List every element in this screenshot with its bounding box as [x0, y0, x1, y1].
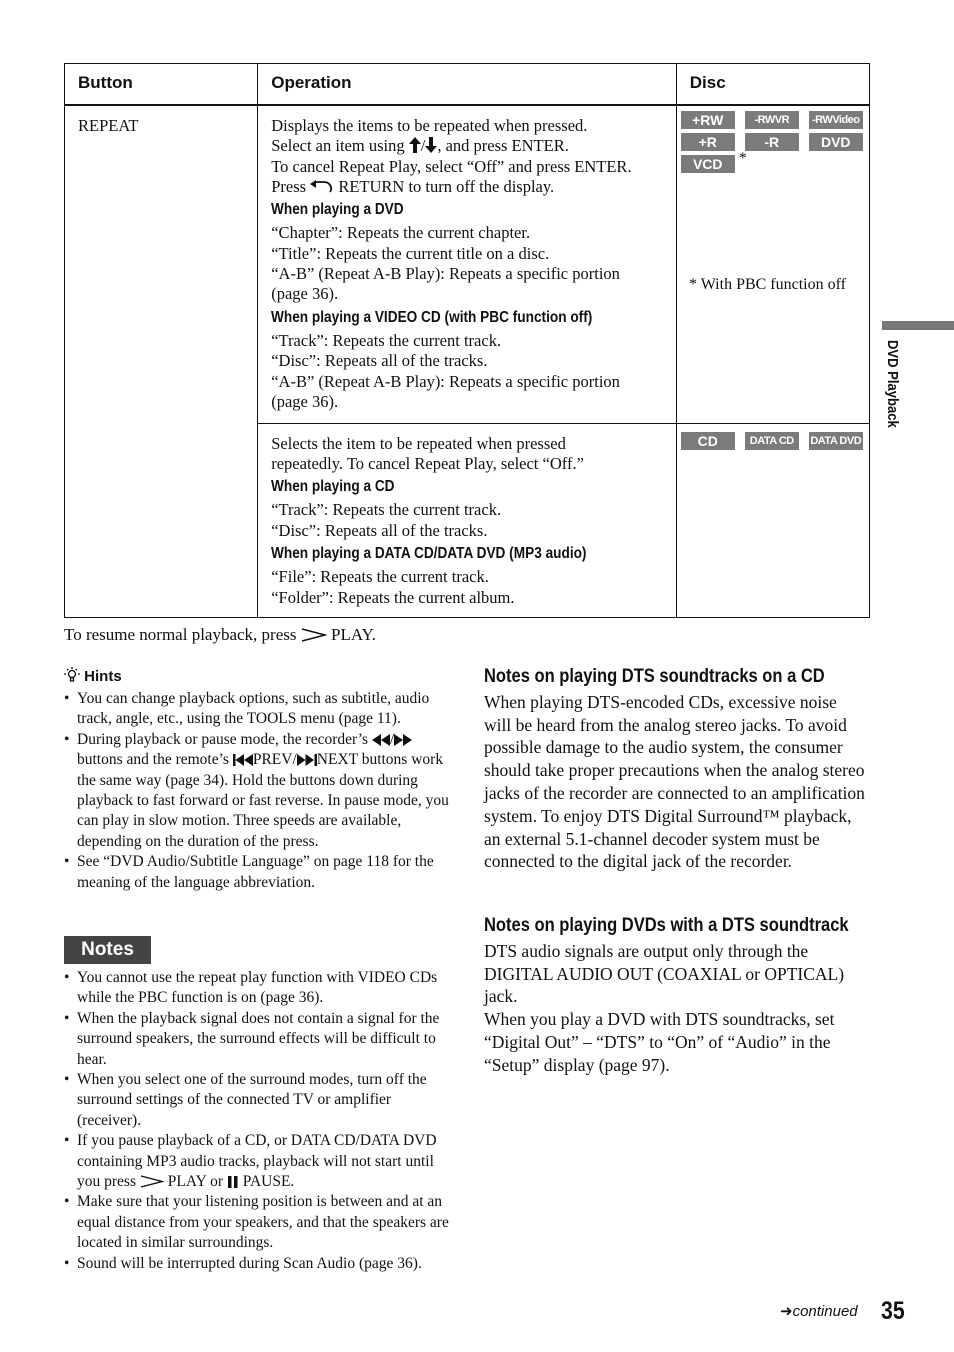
return-icon [310, 180, 334, 194]
notes-heading: Notes [64, 936, 151, 964]
op-line: To cancel Repeat Play, select “Off” and press ENTER. [271, 156, 632, 176]
hint-item: • During playback or pause mode, the recorder’s / buttons and the remote’s PREV/ NEXT buttons work the same way (page 34). Hold the buttons down during playback to fast forward or fast reverse. In pause mode, you can play in slow motion. Three speeds are available, depending on the duration of the press. [64, 730, 449, 852]
disc-badge: DATA DVD [809, 432, 863, 450]
section-tab-bar [882, 321, 954, 330]
disc-badge: VCD [681, 155, 735, 173]
operation-cell [258, 423, 677, 617]
resume-line: To resume normal playback, press PLAY. [64, 625, 376, 644]
cd-item: “Track”: Repeats the current track. [271, 500, 502, 520]
section-side-label: DVD Playback [884, 340, 900, 428]
dts-dvd-heading: Notes on playing DVDs with a DTS soundtrack [484, 915, 849, 936]
lightbulb-icon [64, 667, 80, 683]
col-header-operation: Operation [258, 64, 677, 106]
notes-list [64, 968, 449, 1274]
data-item: “Folder”: Repeats the current album. [271, 587, 515, 607]
button-cell [65, 105, 258, 617]
op-line: repeatedly. To cancel Repeat Play, select “Off.” [271, 453, 584, 473]
disc-badge: -RWVR [745, 111, 799, 129]
disc-cell [676, 105, 869, 423]
vcd-item: (page 36). [271, 391, 339, 411]
table-header-row [65, 64, 870, 106]
dts-dvd-body-2: When you play a DVD with DTS soundtracks, set “Digital Out” – “DTS” to “On” of “Audio” in the “Setup” display (page 97). [484, 1009, 835, 1075]
prev-icon [233, 754, 253, 766]
continued-label: ➜continued [780, 1303, 858, 1320]
note-item: • When the playback signal does not contain a signal for the surround speakers, the surround effects will be difficult to hear. [64, 1009, 449, 1070]
disc-badge: +RW [681, 111, 735, 129]
dts-dvd-body-1: DTS audio signals are output only through the DIGITAL AUDIO OUT (COAXIAL or OPTICAL) jack. [484, 940, 845, 1007]
pause-icon [227, 1176, 239, 1188]
op-line: Displays the items to be repeated when pressed. [271, 116, 588, 135]
note-item: • If you pause playback of a CD, or DATA CD/DATA DVD containing MP3 audio tracks, playback will not start until you press PLAY or PAUSE. [64, 1131, 449, 1192]
rewind-icon [372, 734, 390, 746]
dvd-item: “Title”: Repeats the current title on a disc. [271, 243, 550, 263]
note-item: • You cannot use the repeat play function with VIDEO CDs while the PBC function is on (page 36). [64, 968, 449, 1009]
operation-cell [258, 105, 677, 423]
dts-cd-body: When playing DTS-encoded CDs, excessive noise will be heard from the analog stereo jacks. To avoid possible damage to the audio system, the consumer should take proper precautions when the analog stereo jacks of the recorder are connected to an amplification system. To enjoy DTS Digital Surround™ playback, an external 5.1-channel decoder system must be connected to the digital jack of the recorder. [484, 691, 865, 872]
dvd-subheading: When playing a DVD [271, 201, 404, 219]
play-icon [140, 1175, 164, 1188]
next-icon [297, 754, 317, 766]
note-item: • When you select one of the surround modes, turn off the surround settings of the connected TV or amplifier (receiver). [64, 1070, 449, 1131]
data-item: “File”: Repeats the current track. [271, 567, 489, 587]
disc-badge: DVD [809, 133, 863, 151]
col-header-button: Button [65, 64, 258, 106]
vcd-item: “A-B” (Repeat A-B Play): Repeats a specific portion [271, 371, 620, 391]
vcd-subheading: When playing a VIDEO CD (with PBC function off) [271, 308, 593, 326]
note-item: • Sound will be interrupted during Scan Audio (page 36). [64, 1254, 449, 1274]
hints-list [64, 689, 449, 893]
dvd-item: (page 36). [271, 284, 339, 304]
button-name: REPEAT [78, 116, 139, 135]
cd-item: “Disc”: Repeats all of the tracks. [271, 520, 488, 540]
pbc-footnote: * With PBC function off [689, 276, 846, 293]
vcd-item: “Disc”: Repeats all of the tracks. [271, 351, 488, 371]
hint-item: • See “DVD Audio/Subtitle Language” on page 118 for the meaning of the language abbreviation. [64, 852, 449, 893]
data-subheading: When playing a DATA CD/DATA DVD (MP3 audio) [271, 544, 587, 562]
arrow-up-icon [409, 137, 421, 153]
table-row [65, 105, 870, 423]
op-line: Press RETURN to turn off the display. [271, 176, 555, 196]
asterisk: * [738, 150, 747, 167]
dvd-item: “A-B” (Repeat A-B Play): Repeats a specific portion [271, 264, 620, 284]
play-icon [301, 628, 327, 642]
hint-item: • You can change playback options, such as subtitle, audio track, angle, etc., using the TOOLS menu (page 11). [64, 689, 449, 730]
dts-cd-section [484, 666, 868, 873]
dts-dvd-section [484, 915, 868, 1077]
disc-cell [676, 423, 869, 617]
repeat-table [64, 63, 870, 618]
disc-badge: DATA CD [745, 432, 799, 450]
cd-subheading: When playing a CD [271, 478, 395, 496]
dts-cd-heading: Notes on playing DTS soundtracks on a CD [484, 666, 825, 687]
note-item: • Make sure that your listening position is between and at an equal distance from your speakers, and that the speakers are located in similar surroundings. [64, 1192, 449, 1253]
arrow-right-icon: ➜ [780, 1303, 793, 1320]
disc-badge: +R [681, 133, 735, 151]
disc-badge: -RWVideo [809, 111, 863, 129]
arrow-down-icon [425, 137, 437, 153]
vcd-badge-group [681, 150, 747, 173]
op-line: Select an item using / , and press ENTER. [271, 136, 569, 156]
disc-badge: -R [745, 133, 799, 151]
fast-forward-icon [394, 734, 412, 746]
page-number: 35 [881, 1297, 905, 1325]
col-header-disc: Disc [676, 64, 869, 106]
dvd-item: “Chapter”: Repeats the current chapter. [271, 223, 531, 243]
vcd-item: “Track”: Repeats the current track. [271, 330, 502, 350]
disc-badges [681, 432, 865, 450]
hints-heading: Hints [64, 667, 122, 685]
disc-badges [681, 111, 865, 173]
op-line: Selects the item to be repeated when pressed [271, 433, 566, 453]
disc-badge: CD [681, 432, 735, 450]
